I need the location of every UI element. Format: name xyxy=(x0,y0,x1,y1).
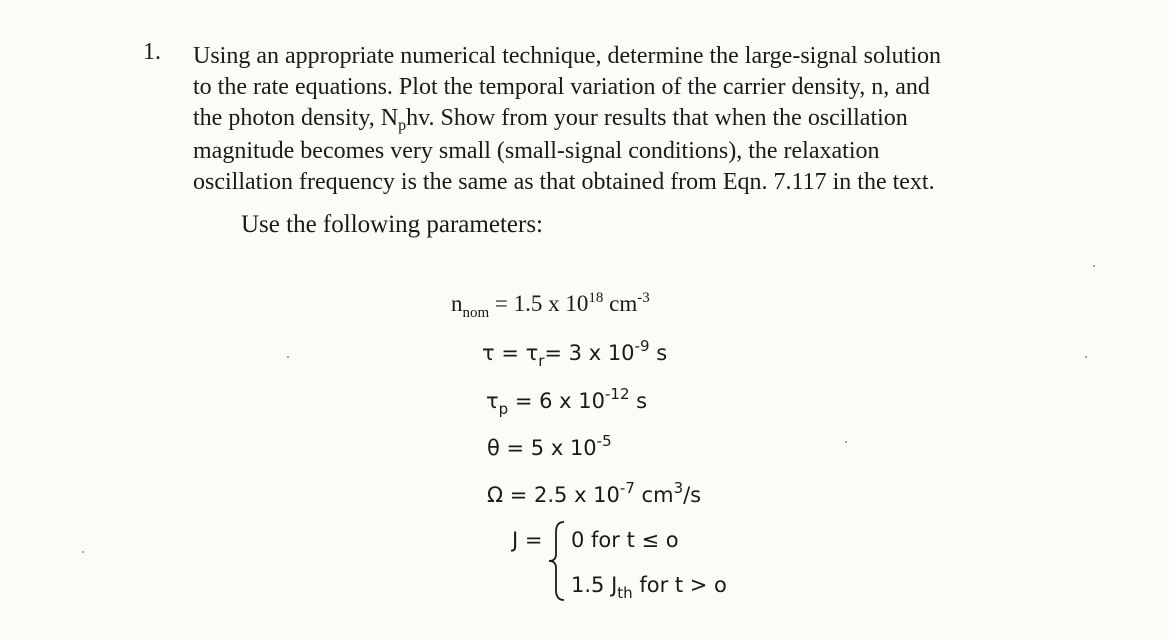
equation-j-case-2: 1.5 $J_{th}$ for t > o xyxy=(571,573,727,602)
equation-j-case-1: 0 for t ≤ o xyxy=(571,528,679,552)
equation-tau: $\tau = \tau_r= 3$ x $10^{-9}$ s xyxy=(482,337,668,370)
equation-tau-p: $\tau_p = 6$ x $10^{-12}$ s xyxy=(486,385,648,418)
curly-brace xyxy=(546,520,568,602)
problem-line-3: the photon density, $N_phv$. Show from your results that when the oscillation xyxy=(193,105,908,134)
problem-line-4: magnitude becomes very small (small-signal conditions), the relaxation xyxy=(193,138,880,164)
problem-statement xyxy=(193,41,1093,198)
problem-number: 1. xyxy=(143,39,161,65)
equation-n-nom: $n_{nom} = 1.5$ x $10^{18}$ $cm^{-3}$ xyxy=(451,290,650,321)
problem-line-5: oscillation frequency is the same as that obtained from Eqn. 7.117 in the text. xyxy=(193,169,935,195)
scan-speck xyxy=(1093,265,1095,267)
equation-theta: θ = 5 x $10^{-5}$ xyxy=(487,432,612,460)
scan-speck xyxy=(1085,356,1087,358)
scan-speck xyxy=(82,551,84,553)
equation-omega: Ω = 2.5 x $10^{-7}$ $cm^3/s$ xyxy=(487,479,702,507)
problem-line-1: Using an appropriate numerical technique, determine the large-signal solution xyxy=(193,43,941,69)
equation-j-lhs: J = xyxy=(512,528,543,552)
problem-line-2: to the rate equations. Plot the temporal variation of the carrier density, n, and xyxy=(193,74,930,100)
parameters-heading: Use the following parameters: xyxy=(241,211,543,238)
scan-speck xyxy=(845,441,847,443)
scan-speck xyxy=(287,356,289,358)
